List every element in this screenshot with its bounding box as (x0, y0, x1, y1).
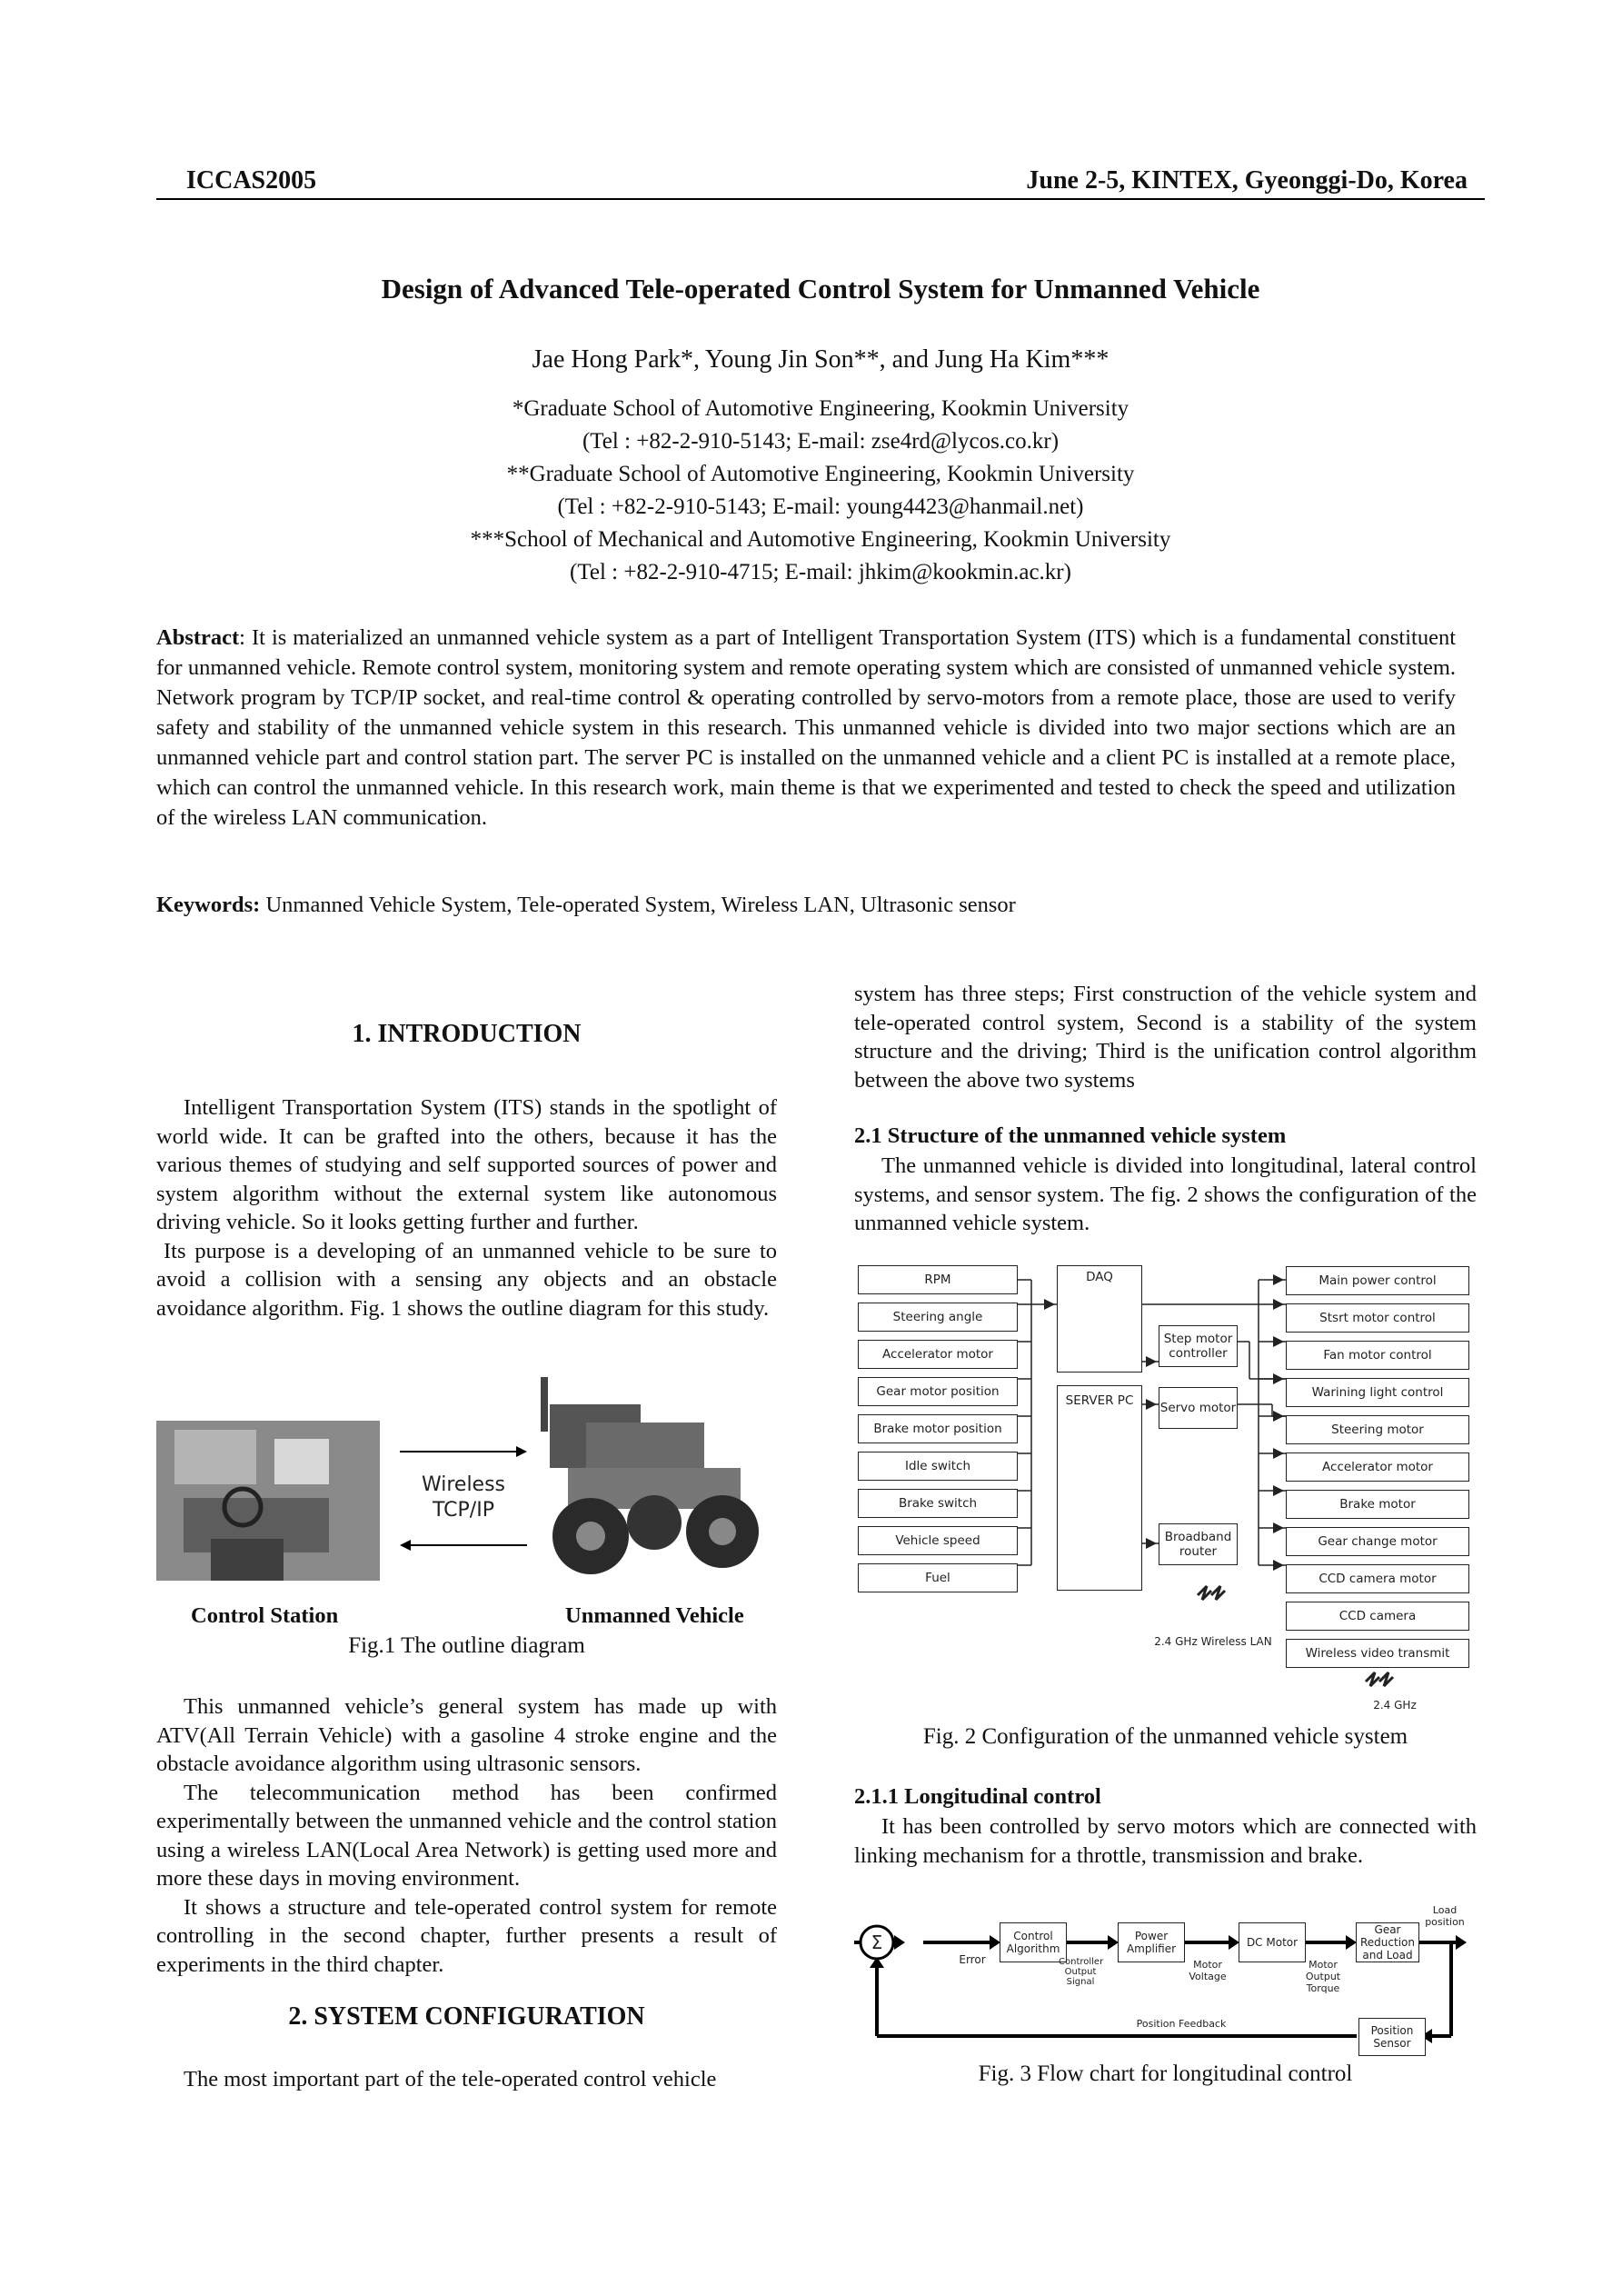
affiliation-2: **Graduate School of Automotive Engineering, Kookmin University (506, 462, 1135, 486)
intro-paragraph-1: Intelligent Transportation System (ITS) stands in the spotlight of world wide. It can be grafted into the others, because it has the various themes of studying and self supported sources of power and system algorithm without the external system like autonomous driving vehicle. So it looks getting further and further. (156, 1095, 777, 1234)
server-pc-box: SERVER PC (1057, 1385, 1142, 1591)
output-gear-change-motor: Gear change motor (1286, 1527, 1469, 1556)
subsection-2-1-heading: 2.1 Structure of the unmanned vehicle system (854, 1123, 1287, 1148)
keywords (156, 893, 1456, 918)
contact-3: (Tel : +82-2-910-4715; E-mail: jhkim@kookmin.ac.kr) (570, 560, 1071, 584)
figure-3-diagram (854, 1895, 1481, 2059)
tcpip-label: TCP/IP (433, 1499, 494, 1522)
output-start-motor-control: Stsrt motor control (1286, 1303, 1469, 1333)
paper-title: Design of Advanced Tele-operated Control System for Unmanned Vehicle (381, 273, 1260, 304)
after-fig1-text (156, 1692, 777, 1979)
dc-motor-box: DC Motor (1239, 1922, 1306, 1962)
section-system-configuration-heading: 2. SYSTEM CONFIGURATION (288, 2002, 645, 2031)
affiliation-1: *Graduate School of Automotive Engineering, Kookmin University (512, 396, 1129, 421)
input-brake-motor-position: Brake motor position (858, 1414, 1018, 1443)
figure-1-caption: Fig.1 The outline diagram (348, 1633, 585, 1658)
header-rule (156, 198, 1485, 200)
figure-2-caption: Fig. 2 Configuration of the unmanned vehicle system (922, 1724, 1408, 1749)
contact-1: (Tel : +82-2-910-5143; E-mail: zse4rd@lycos.co.kr) (582, 429, 1060, 454)
output-wireless-video-transmit: Wireless video transmit (1286, 1639, 1469, 1668)
input-fuel: Fuel (858, 1563, 1018, 1592)
sysconf-paragraph: The most important part of the tele-operated control vehicle (184, 2067, 717, 2091)
arrow-to-vehicle (400, 1445, 527, 1454)
three-steps-paragraph: system has three steps; First construction of the vehicle system and tele-operated control system, Second is a stability of the system structure and the driving; Third is the unification control algorithm between the above two systems (854, 982, 1477, 1093)
input-vehicle-speed: Vehicle speed (858, 1526, 1018, 1555)
input-idle-switch: Idle switch (858, 1452, 1018, 1481)
output-warning-light-control: Warining light control (1286, 1378, 1469, 1407)
output-ccd-camera-motor: CCD camera motor (1286, 1564, 1469, 1593)
error-label: Error (959, 1953, 986, 1966)
output-ccd-camera: CCD camera (1286, 1602, 1469, 1631)
output-main-power-control: Main power control (1286, 1266, 1469, 1295)
keywords-text: Unmanned Vehicle System, Tele-operated System, Wireless LAN, Ultrasonic sensor (260, 893, 1016, 917)
gear-reduction-box: Gear Reduction and Load (1356, 1922, 1419, 1962)
section-introduction-heading: 1. INTRODUCTION (352, 1020, 582, 1048)
servo-motor-box: Servo motor (1159, 1387, 1238, 1429)
ghz-label: 2.4 GHz (1373, 1699, 1417, 1712)
contact-2: (Tel : +82-2-910-5143; E-mail: young4423@hanmail.net) (557, 494, 1084, 519)
position-feedback-label: Position Feedback (1136, 2018, 1227, 2030)
broadband-router-box: Broadband router (1159, 1523, 1238, 1565)
paragraph-structure: It shows a structure and tele-operated control system for remote controlling in the second chapter, further presents a result of experiments in the third chapter. (156, 1894, 777, 1977)
output-fan-motor-control: Fan motor control (1286, 1341, 1469, 1370)
control-station-photo (156, 1421, 380, 1581)
affiliation-3: ***School of Mechanical and Automotive Engineering, Kookmin University (470, 527, 1171, 552)
controller-output-label: Controller Output Signal (1059, 1957, 1104, 1987)
control-station-label: Control Station (191, 1603, 339, 1628)
keywords-label: Keywords: (156, 893, 261, 917)
step-motor-controller-box: Step motor controller (1159, 1325, 1238, 1367)
motor-voltage-label: Motor Voltage (1189, 1959, 1227, 1982)
daq-box: DAQ (1057, 1265, 1142, 1373)
unmanned-vehicle-label: Unmanned Vehicle (565, 1603, 744, 1628)
output-steering-motor: Steering motor (1286, 1415, 1469, 1444)
paragraph-telecom: The telecommunication method has been confirmed experimentally between the unmanned vehicle and the control station using a wireless LAN(Local Area Network) is getting used more and more these days in moving environment. (156, 1780, 777, 1891)
unmanned-vehicle-photo (532, 1377, 777, 1582)
motor-output-torque-label: Motor Output Torque (1305, 1959, 1341, 1994)
authors: Jae Hong Park*, Young Jin Son**, and Jung Ha Kim*** (532, 345, 1110, 374)
paragraph-atv: This unmanned vehicle’s general system has made up with ATV(All Terrain Vehicle) with a gasoline 4 stroke engine and the obstacle avoidance algorithm using ultrasonic sensors. (156, 1694, 777, 1776)
conference-name: ICCAS2005 (186, 166, 317, 195)
abstract-label: Abstract (156, 625, 240, 650)
longitudinal-paragraph: It has been controlled by servo motors which are connected with linking mechanism for a throttle, transmission and brake. (854, 1814, 1477, 1868)
output-accelerator-motor: Accelerator motor (1286, 1452, 1469, 1482)
power-amplifier-box: Power Amplifier (1118, 1922, 1185, 1962)
input-rpm: RPM (858, 1265, 1018, 1294)
control-algorithm-box: Control Algorithm (1000, 1922, 1067, 1962)
structure-paragraph: The unmanned vehicle is divided into longitudinal, lateral control systems, and sensor system. The fig. 2 shows the configuration of the unmanned vehicle system. (854, 1153, 1477, 1235)
intro-paragraph-2: Its purpose is a developing of an unmanned vehicle to be sure to avoid a collision with a sensing any objects and an obstacle avoidance algorithm. Fig. 1 shows the outline diagram for this study. (156, 1238, 777, 1321)
structure-text (854, 1152, 1477, 1238)
arrow-to-station (400, 1539, 527, 1552)
output-brake-motor: Brake motor (1286, 1490, 1469, 1519)
position-sensor-box: Position Sensor (1358, 2018, 1426, 2056)
summing-junction-icon: Σ (871, 1932, 883, 1953)
wireless-label: Wireless (421, 1473, 506, 1496)
input-steering-angle: Steering angle (858, 1303, 1018, 1332)
input-accelerator-motor: Accelerator motor (858, 1340, 1018, 1369)
abstract-text: : It is materialized an unmanned vehicle system as a part of Intelligent Transportation System (ITS) which is a fundamental constituent for unmanned vehicle. Remote control system, monitoring system and remote operating system which are consisted of unmanned vehicle system. Network program by TCP/IP socket, and real-time control & operating controlled by servo-motors from a remote place, those are used to verify safety and stability of the unmanned vehicle system in this research. This unmanned vehicle is divided into two major sections which are an unmanned vehicle part and control station part. The server PC is installed on the unmanned vehicle and a client PC is installed at a remote place, which can control the unmanned vehicle. In this research work, main theme is that we experimented and tested to check the speed and utilization of the wireless LAN communication. (156, 625, 1456, 830)
wireless-lan-label: 2.4 GHz Wireless LAN (1154, 1635, 1272, 1648)
sysconf-text (156, 2065, 777, 2094)
input-gear-motor-position: Gear motor position (858, 1377, 1018, 1406)
figure-2-diagram (850, 1254, 1486, 1718)
intro-text (156, 1093, 777, 1323)
load-position-label: Load position (1425, 1904, 1465, 1928)
conference-date-location: June 2-5, KINTEX, Gyeonggi-Do, Korea (1026, 166, 1468, 195)
abstract (156, 623, 1456, 833)
longitudinal-text (854, 1812, 1477, 1870)
right-col-text-top (854, 980, 1477, 1094)
input-brake-switch: Brake switch (858, 1489, 1018, 1518)
subsection-2-1-1-heading: 2.1.1 Longitudinal control (854, 1784, 1101, 1809)
figure-3-caption: Fig. 3 Flow chart for longitudinal control (978, 2061, 1353, 2086)
